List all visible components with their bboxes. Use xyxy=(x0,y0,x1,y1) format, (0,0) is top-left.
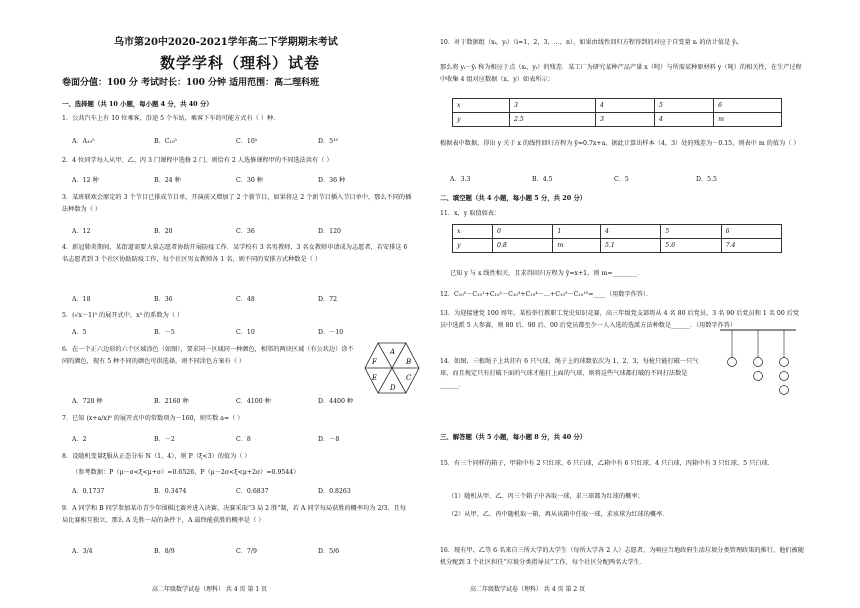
question-11-body: 已知 y 与 x 线性相关，且求得回归方程为 ŷ=x+1，则 m=________． xyxy=(450,270,644,277)
option: C．30 种 xyxy=(236,177,263,184)
question-10-options xyxy=(450,176,778,184)
table-cell: 5.6 xyxy=(661,239,721,253)
question-5: 5．(√x－1)⁵ 的展开式中，x² 的系数为（ ） xyxy=(62,312,184,319)
option: A．18 xyxy=(72,296,91,303)
question-2-options xyxy=(72,177,400,185)
hex-label: E xyxy=(372,374,378,382)
question-13: 13．为迎接建党 100 周年，某校举行教职工党史知识竞赛，高三年级党支部将从 4 名 80 后党员、3 名 90 后党员和 1 名 00 后党员中选派 5 人参赛，则 80 后、90 后、00 后党员都至少一人入选的选派方法种数是______．（用数字作答） xyxy=(440,310,800,329)
question-14: 14．如图，三根绳子上共挂有 6 只气球，绳子上的球数依次为 1，2，3，每枪只能打破一只气球，而且规定只有打破下面的气球才能打上面的气球，则将这些气球都打破的不同打法数是______． xyxy=(440,358,699,389)
hex-label: B xyxy=(406,358,412,366)
table-cell: 2.5 xyxy=(510,113,596,127)
table-cell: m xyxy=(714,113,782,127)
option: D．4400 种 xyxy=(318,398,354,405)
table-row xyxy=(453,113,782,127)
hex-label: D xyxy=(390,384,396,392)
question-10-text: 那么将 yᵢ－ŷᵢ 称为相应于点（xᵢ，yᵢ）的残差．某工厂为研究某种产品产量 x（吨）与所需某种原材料 y（吨）的相关性，在生产过程中收集 4 组对应数据（x，y）如表所示： xyxy=(440,64,802,83)
question-6: 6．在一个正六边形的六个区域涂色（如图），要求同一区域同一种颜色，相邻的两块区域（有公共边）涂不同的颜色，现有 5 种不同的颜色可供选择，则不同涂色方案有（ ） xyxy=(62,346,354,365)
option: C．36 xyxy=(236,228,255,235)
question-11-table xyxy=(452,224,782,253)
question-8-reference: （参考数据：P（μ－σ<ξ<μ+σ）=0.6526，P（μ－2σ<ξ<μ+2σ）=0.9544） xyxy=(72,469,300,476)
table-cell: 0 xyxy=(493,225,553,239)
option: B．2160 种 xyxy=(154,398,189,405)
table-cell: 7.4 xyxy=(721,239,781,253)
option: A．12 xyxy=(72,228,91,235)
option: B．20 xyxy=(154,228,173,235)
option: D．0.8263 xyxy=(318,488,351,495)
hex-label: F xyxy=(372,358,377,366)
option: B．8/9 xyxy=(154,548,175,555)
table-cell: 5.1 xyxy=(600,239,660,253)
question-3-options xyxy=(72,228,400,236)
option: C．8 xyxy=(236,436,251,443)
option: A．5 xyxy=(72,329,87,336)
question-9-options xyxy=(72,548,400,556)
question-15: 15．有三个同样的箱子，甲箱中有 2 只红球、6 只白球，乙箱中有 6 只红球、4 只白球，丙箱中有 3 只红球、5 只白球． xyxy=(440,460,774,467)
table-cell: x xyxy=(453,99,510,113)
table-cell: 3 xyxy=(596,113,655,127)
question-1: 1．公共汽车上有 10 位乘客，沿途 5 个车站，乘客下车的可能方式有（ ）种． xyxy=(62,115,280,122)
question-7-options xyxy=(72,436,400,444)
option: A．12 种 xyxy=(72,177,99,184)
question-12: 12．C₁₀⁰－C₁₀¹+C₁₀²－C₁₀³+C₁₀⁴－…+C₁₀⁹－C₁₀¹⁰=____（用数字作答）． xyxy=(440,291,653,298)
table-cell: 0.8 xyxy=(493,239,553,253)
question-16: 16．现有甲、乙等 6 名来自三所大学的大学生（每所大学各 2 人）志愿者，为响应当地政府生活垃圾分类管理政策的推行，他们被随机分配到 3 个社区担任“垃圾分类指导员”工作，每个社区分配两名大学生． xyxy=(440,547,804,566)
hex-label: A xyxy=(390,348,396,356)
hexagon-figure xyxy=(364,342,420,394)
option: C．10⁵ xyxy=(236,138,258,145)
option: C．48 xyxy=(236,296,255,303)
school-title: 乌市第20中2020-2021学年高二下学期期末考试 xyxy=(114,37,338,48)
option: A．0.1737 xyxy=(72,488,105,495)
question-8: 8．设随机变量ξ服从正态分布 N（1，4），则 P（ξ<3）的值为（ ） xyxy=(62,453,251,460)
table-cell: 5 xyxy=(655,99,714,113)
table-cell: m xyxy=(553,239,601,253)
option: D．5.5 xyxy=(696,176,717,183)
question-10-intro: 10．对于数据组（xᵢ，yᵢ）（i=1，2，3，…，n），如果由线性回归方程得到的对应于自变量 xᵢ 的估计值是 ŷᵢ， xyxy=(440,39,744,46)
option: A．3/4 xyxy=(72,548,93,555)
section-choice-title: 一、选择题（共 10 小题，每小题 4 分，共 40 分） xyxy=(62,100,213,108)
option: C．4100 种 xyxy=(236,398,271,405)
question-5-options xyxy=(72,329,400,337)
table-cell: x xyxy=(453,225,493,239)
exam-info: 卷面分值：100 分 考试时长：100 分钟 适用范围：高二理科班 xyxy=(62,78,320,88)
option: D．72 xyxy=(318,296,338,303)
subject-title: 数学学科（理科）试卷 xyxy=(160,54,321,72)
question-9: 9．A 同学和 B 同学参加某市青少年围棋比赛并进入决赛，决赛采取“3 局 2 胜”制，若 A 同学每局获胜的概率均为 2/3，且每局比赛相互独立，那么 A 先胜一局的条件下，A 最终能获胜的概率是（ ） xyxy=(62,505,406,524)
option: C．5 xyxy=(614,176,629,183)
option: B．36 xyxy=(154,296,173,303)
table-cell: y xyxy=(453,113,510,127)
option: A．720 种 xyxy=(72,398,103,405)
question-4-options xyxy=(72,296,400,304)
table-cell: 4 xyxy=(655,113,714,127)
option: B．24 种 xyxy=(154,177,181,184)
option: A．2 xyxy=(72,436,87,443)
hex-label: C xyxy=(406,374,412,382)
option: D．120 xyxy=(318,228,341,235)
option: B．－2 xyxy=(154,436,175,443)
option: D．－10 xyxy=(318,329,344,336)
table-cell: y xyxy=(453,239,493,253)
question-1-options xyxy=(72,138,400,146)
option: C．7/9 xyxy=(236,548,257,555)
table-row xyxy=(453,99,782,113)
option: D．－8 xyxy=(318,436,340,443)
left-column xyxy=(62,0,422,608)
option: C．10 xyxy=(236,329,255,336)
option: D．5¹⁰ xyxy=(318,138,339,145)
question-10-body: 根据表中数据，得出 y 关于 x 的线性回归方程为 ŷ=0.7x+a，据此计算出样本（4，3）处的残差为－0.15，则表中 m 的值为（ ） xyxy=(440,140,800,147)
option: D．36 种 xyxy=(318,177,346,184)
question-15-part-1: （1）随机从甲、乙、丙三个箱子中各取一球，求三球都为红球的概率； xyxy=(448,493,644,500)
table-row xyxy=(453,225,782,239)
right-column xyxy=(440,0,808,608)
question-2: 2．4 位同学每人从甲、乙、丙 3 门课程中选修 2 门，则恰有 2 人选修课程甲的不同选法共有（ ） xyxy=(62,157,333,164)
section-answer-title: 三、解答题（共 5 小题，每小题 8 分，共 40 分） xyxy=(440,433,587,441)
section-fill-title: 二、填空题（共 4 小题，每小题 5 分，共 20 分） xyxy=(440,194,587,202)
table-cell: 3 xyxy=(510,99,596,113)
table-cell: 6 xyxy=(721,225,781,239)
question-15-part-2: （2）从甲、乙、丙中随机取一箱，再从该箱中任取一球，求该球为红球的概率． xyxy=(448,511,669,518)
option: C．0.6837 xyxy=(236,488,269,495)
question-10-table xyxy=(452,98,782,127)
page-footer-left: 高二年级数学试卷（理科） 共 4 页 第 1 页 xyxy=(152,586,268,593)
question-6-options xyxy=(72,398,400,406)
table-cell: 4 xyxy=(600,225,660,239)
balloon-figure xyxy=(720,328,798,416)
table-row xyxy=(453,239,782,253)
table-cell: 4 xyxy=(596,99,655,113)
question-11: 11．x，y 取值如表： xyxy=(440,210,501,217)
question-3: 3．某班联欢会原定的 3 个节目已排成节目单，开演前又增加了 2 个新节目，如果将这 2 个新节目插入节目单中，那么不同的插法种数为（ ） xyxy=(62,194,412,213)
question-4: 4．新冠肺炎期间，某街道需要大量志愿者协助开展防疫工作．某学校有 3 名男教师，3 名女教师申请成为志愿者，若安排这 6 名志愿者到 3 个社区协助防疫工作，每个社区男女教师各 1 名，则不同的安排方式种数是（ ） xyxy=(62,244,408,263)
option: B．0.3474 xyxy=(154,488,187,495)
option: B．－5 xyxy=(154,329,175,336)
option: B．4.5 xyxy=(532,176,553,183)
page-footer-right: 高二年级数学试卷（理科） 共 4 页 第 2 页 xyxy=(470,586,586,593)
option: D．5/6 xyxy=(318,548,340,555)
table-cell: 1 xyxy=(553,225,601,239)
option: A．3.3 xyxy=(450,176,471,183)
question-7: 7．已知 (x+a/x)⁶ 的展开式中的常数项为－160，则实数 a=（ ） xyxy=(62,415,244,422)
question-8-options xyxy=(72,488,400,496)
table-cell: 6 xyxy=(714,99,782,113)
option: B．C₁₀⁵ xyxy=(154,138,177,145)
table-cell: 5 xyxy=(661,225,721,239)
option: A．A₁₀⁵ xyxy=(72,138,95,145)
